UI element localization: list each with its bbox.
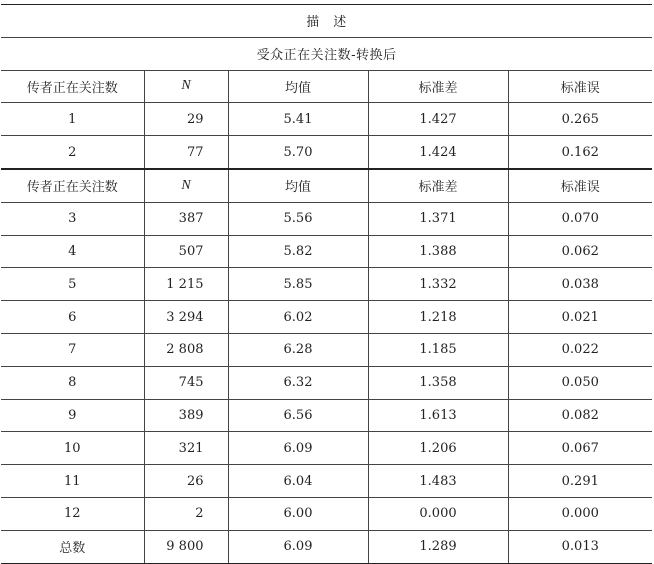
group-cell: 3 [1,202,144,235]
n-cell: 507 [144,235,228,268]
sd-cell: 0.000 [368,497,508,530]
mean-cell: 6.02 [228,301,368,334]
column-header-group: 传者正在关注数 [1,70,144,103]
se-cell: 0.265 [508,103,652,136]
n-cell: 9 800 [144,530,228,563]
group-cell: 11 [1,465,144,498]
n-cell: 26 [144,465,228,498]
table-row [1,103,652,136]
group-cell: 12 [1,497,144,530]
table-row [1,235,652,268]
se-cell: 0.067 [508,432,652,465]
sd-cell: 1.388 [368,235,508,268]
mean-cell: 6.09 [228,530,368,563]
mean-cell: 5.82 [228,235,368,268]
n-cell: 745 [144,366,228,399]
n-cell: 3 294 [144,301,228,334]
n-cell: 29 [144,103,228,136]
sd-cell: 1.332 [368,268,508,301]
table-row [1,497,652,530]
group-cell: 4 [1,235,144,268]
se-cell: 0.082 [508,399,652,432]
sd-cell: 1.185 [368,333,508,366]
group-cell: 总数 [1,530,144,563]
column-header-mean: 均值 [228,70,368,103]
mean-cell: 6.00 [228,497,368,530]
descriptive-stats-table-container [1,4,652,564]
table-row [1,465,652,498]
column-header-row [1,70,652,103]
table-body [1,5,652,564]
sd-cell: 1.371 [368,202,508,235]
mean-cell: 6.09 [228,432,368,465]
total-row [1,530,652,563]
sd-cell: 1.427 [368,103,508,136]
se-cell: 0.062 [508,235,652,268]
se-cell: 0.291 [508,465,652,498]
sd-cell: 1.289 [368,530,508,563]
sd-cell: 1.206 [368,432,508,465]
mean-cell: 6.56 [228,399,368,432]
group-cell: 8 [1,366,144,399]
se-cell: 0.070 [508,202,652,235]
mean-cell: 5.41 [228,103,368,136]
n-cell: 2 808 [144,333,228,366]
mean-cell: 5.70 [228,136,368,169]
group-cell: 6 [1,301,144,334]
sd-cell: 1.358 [368,366,508,399]
table-row [1,432,652,465]
column-header-se: 标准误 [508,169,652,202]
sd-cell: 1.218 [368,301,508,334]
sd-cell: 1.613 [368,399,508,432]
column-header-sd: 标准差 [368,70,508,103]
descriptive-stats-table [1,4,652,564]
group-cell: 5 [1,268,144,301]
mean-cell: 5.56 [228,202,368,235]
table-row [1,333,652,366]
column-header-se: 标准误 [508,70,652,103]
se-cell: 0.000 [508,497,652,530]
group-cell: 9 [1,399,144,432]
mean-cell: 6.04 [228,465,368,498]
mean-cell: 6.32 [228,366,368,399]
n-cell: 77 [144,136,228,169]
mean-cell: 6.28 [228,333,368,366]
n-cell: 321 [144,432,228,465]
group-cell: 2 [1,136,144,169]
table-row [1,366,652,399]
group-cell: 10 [1,432,144,465]
table-row [1,399,652,432]
table-subtitle-row [1,37,652,70]
sd-cell: 1.483 [368,465,508,498]
mean-cell: 5.85 [228,268,368,301]
table-row [1,301,652,334]
column-header-row [1,169,652,202]
column-header-n: N [144,169,228,202]
n-cell: 387 [144,202,228,235]
se-cell: 0.038 [508,268,652,301]
group-cell: 1 [1,103,144,136]
n-cell: 389 [144,399,228,432]
sd-cell: 1.424 [368,136,508,169]
table-row [1,202,652,235]
n-cell: 1 215 [144,268,228,301]
table-subtitle: 受众正在关注数-转换后 [1,37,652,70]
column-header-n: N [144,70,228,103]
table-row [1,136,652,169]
group-cell: 7 [1,333,144,366]
n-cell: 2 [144,497,228,530]
table-row [1,268,652,301]
se-cell: 0.021 [508,301,652,334]
table-title: 描 述 [1,5,652,38]
column-header-sd: 标准差 [368,169,508,202]
table-title-row [1,5,652,38]
column-header-group: 传者正在关注数 [1,169,144,202]
column-header-mean: 均值 [228,169,368,202]
se-cell: 0.013 [508,530,652,563]
se-cell: 0.050 [508,366,652,399]
se-cell: 0.022 [508,333,652,366]
se-cell: 0.162 [508,136,652,169]
